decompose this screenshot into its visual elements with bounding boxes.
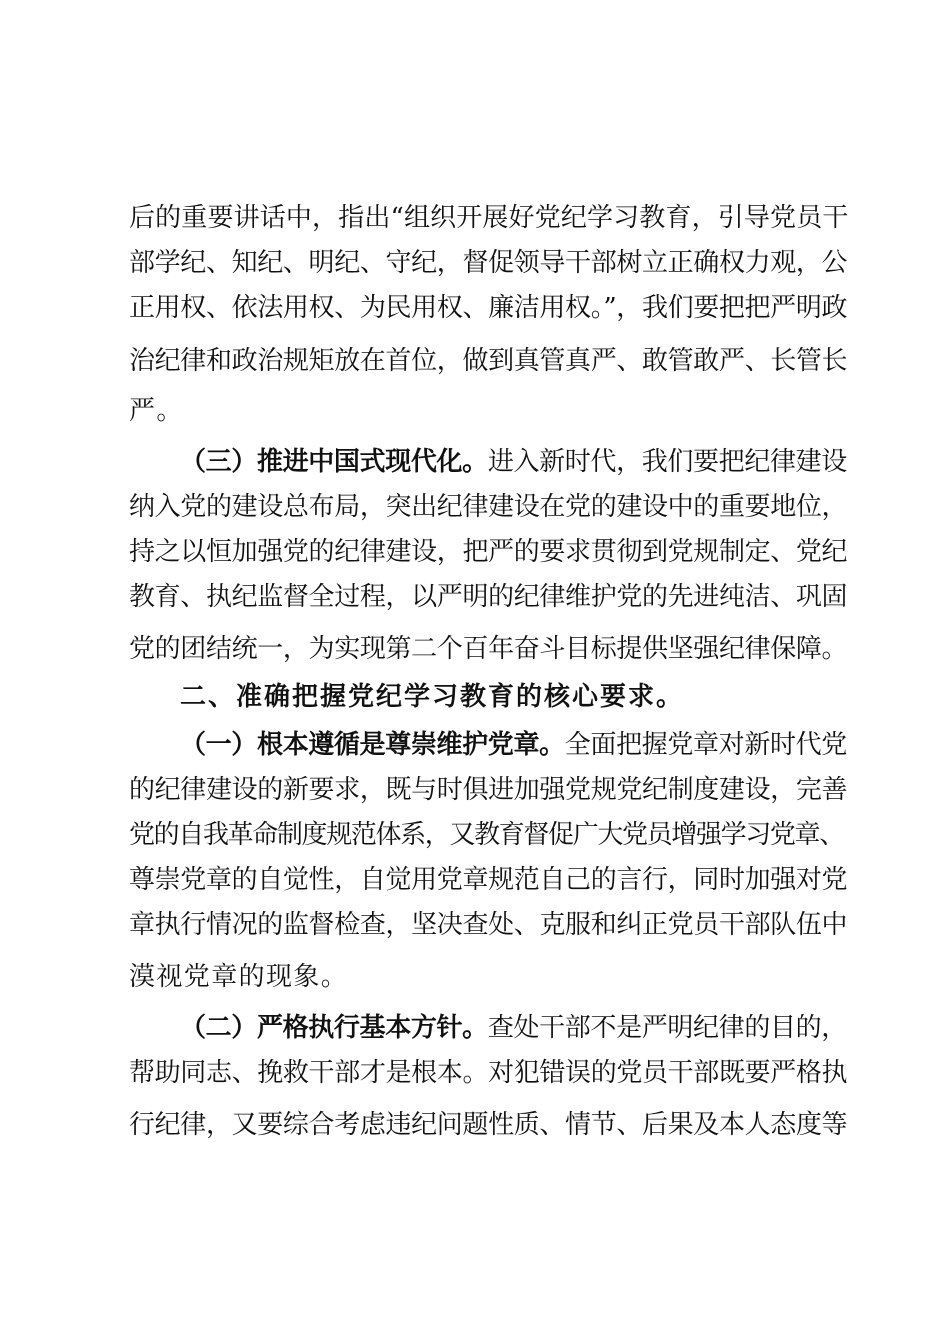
para1-line-5: 严。 (129, 396, 184, 426)
para1-line-2: 部学纪、知纪、明纪、守纪，督促领导干部树立正确权力观，公 (129, 248, 848, 278)
para4-first-line-rest: 查处干部不是严明纪律的目的， (487, 1013, 847, 1043)
para2-line-2: 纳入党的建设总布局，突出纪律建设在党的建设中的重要地位， (129, 492, 848, 522)
para4-line-3: 行纪律，又要综合考虑违纪问题性质、情节、后果及本人态度等 (129, 1110, 848, 1140)
para3-line-2: 的纪律建设的新要求，既与时俱进加强党规党纪制度建设，完善 (129, 775, 848, 805)
para1-line-1: 后的重要讲话中，指出“组织开展好党纪学习教育，引导党员干 (129, 203, 849, 233)
para4-heading: （二）严格执行基本方针。 (180, 1013, 488, 1043)
para2-line-1 (180, 445, 950, 479)
para3-first-line-rest: 全面把握党章对新时代党 (564, 730, 847, 760)
para3-line-5: 章执行情况的监督检查，坚决查处、克服和纠正党员干部队伍中 (129, 910, 848, 940)
para3-line-3: 党的自我革命制度规范体系，又教育督促广大党员增强学习党章、 (129, 820, 844, 850)
para3-line-6: 漠视党章的现象。 (129, 962, 349, 992)
para2-heading: （三）推进中国式现代化。 (180, 447, 488, 477)
para3-heading: （一）根本遵循是尊崇维护党章。 (180, 730, 565, 760)
para1-line-3: 正用权、依法用权、为民用权、廉洁用权。”，我们要把把严明政 (129, 293, 848, 323)
section-heading: 二、准确把握党纪学习教育的核心要求。 (180, 682, 685, 712)
para4-line-1 (180, 1011, 950, 1045)
para4-line-2: 帮助同志、挽救干部才是根本。对犯错误的党员干部既要严格执 (129, 1058, 848, 1088)
para3-line-1 (180, 728, 950, 762)
para2-line-4: 教育、执纪监督全过程，以严明的纪律维护党的先进纯洁、巩固 (129, 582, 848, 612)
para3-line-4: 尊崇党章的自觉性，自觉用党章规范自己的言行，同时加强对党 (129, 865, 848, 895)
para2-first-line-rest: 进入新时代，我们要把纪律建设 (487, 447, 847, 477)
para2-line-5: 党的团结统一，为实现第二个百年奋斗目标提供坚强纪律保障。 (129, 634, 848, 664)
para2-line-3: 持之以恒加强党的纪律建设，把严的要求贯彻到党规制定、党纪 (129, 537, 848, 567)
para1-line-4: 治纪律和政治规矩放在首位，做到真管真严、敢管敢严、长管长 (129, 346, 848, 376)
